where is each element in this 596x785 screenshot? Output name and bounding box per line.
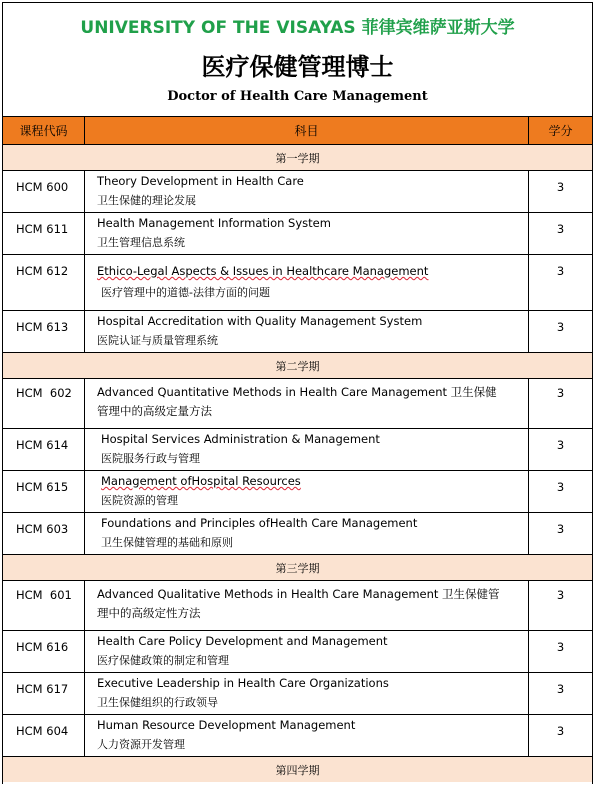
subject-chinese: 医疗保健政策的制定和管理 bbox=[97, 654, 229, 667]
course-code: HCM 614 bbox=[3, 429, 85, 470]
subject-english: Hospital Accreditation with Quality Management System bbox=[97, 314, 423, 328]
course-credits: 3 bbox=[556, 438, 565, 452]
course-code: HCM 611 bbox=[3, 213, 85, 254]
subject-chinese: 人力资源开发管理 bbox=[97, 738, 185, 751]
course-subject bbox=[85, 513, 529, 554]
semester-row-3: 第三学期 bbox=[3, 555, 592, 581]
course-code: HCM 616 bbox=[3, 631, 85, 672]
semester-row-1: 第一学期 bbox=[3, 145, 592, 171]
table-row bbox=[3, 471, 592, 513]
table-row bbox=[3, 379, 592, 429]
course-subject bbox=[85, 715, 529, 756]
course-code: HCM 612 bbox=[3, 255, 85, 310]
course-code: HCM 615 bbox=[3, 471, 85, 512]
subject-chinese: 医疗管理中的道德-法律方面的问题 bbox=[101, 286, 270, 299]
subject-english: Hospital Services Administration & Management bbox=[101, 432, 380, 446]
table-row bbox=[3, 513, 592, 555]
course-code: HCM 617 bbox=[3, 673, 85, 714]
subject-english: Health Management Information System bbox=[97, 216, 331, 230]
course-subject bbox=[85, 631, 529, 672]
semester-row-2: 第二学期 bbox=[3, 353, 592, 379]
course-subject bbox=[85, 311, 529, 352]
table-row bbox=[3, 255, 592, 311]
document-page bbox=[2, 2, 593, 784]
course-code: HCM 601 bbox=[3, 581, 85, 630]
course-credits: 3 bbox=[556, 222, 565, 236]
course-subject bbox=[85, 429, 529, 470]
course-code: HCM 600 bbox=[3, 171, 85, 212]
subject-chinese: 卫生管理信息系统 bbox=[97, 236, 185, 249]
table-row bbox=[3, 311, 592, 353]
university-name: UNIVERSITY OF THE VISAYAS 菲律宾维萨亚斯大学 bbox=[80, 18, 515, 38]
table-row bbox=[3, 429, 592, 471]
course-subject bbox=[85, 581, 529, 630]
subject-english bbox=[101, 472, 522, 491]
subject-english bbox=[97, 262, 522, 281]
table-row bbox=[3, 715, 592, 757]
table-row bbox=[3, 171, 592, 213]
course-subject bbox=[85, 673, 529, 714]
semester-row-4: 第四学期 bbox=[3, 757, 592, 782]
course-subject bbox=[85, 379, 529, 428]
subject-english: Advanced Qualitative Methods in Health Care Management 卫生保健管理中的高级定性方法 bbox=[97, 587, 500, 620]
subject-english: Advanced Quantitative Methods in Health Care Management 卫生保健管理中的高级定量方法 bbox=[97, 385, 497, 418]
subject-chinese: 医院资源的管理 bbox=[101, 494, 178, 507]
course-credits: 3 bbox=[556, 386, 565, 400]
column-header-subject: 科目 bbox=[85, 117, 529, 144]
course-credits: 3 bbox=[556, 588, 565, 602]
table-row bbox=[3, 213, 592, 255]
subject-english: Foundations and Principles ofHealth Care Management bbox=[101, 516, 418, 530]
course-credits: 3 bbox=[556, 522, 565, 536]
program-title-english: Doctor of Health Care Management bbox=[167, 89, 428, 104]
course-subject bbox=[85, 255, 529, 310]
subject-english: Theory Development in Health Care bbox=[97, 174, 304, 188]
course-subject bbox=[85, 171, 529, 212]
subject-chinese: 医院认证与质量管理系统 bbox=[97, 334, 218, 347]
course-credits: 3 bbox=[556, 724, 565, 738]
subject-chinese: 卫生保健的理论发展 bbox=[97, 194, 196, 207]
course-subject bbox=[85, 213, 529, 254]
subject-english: Executive Leadership in Health Care Organizations bbox=[97, 676, 389, 690]
table-header-row bbox=[3, 117, 592, 145]
column-header-credits: 学分 bbox=[548, 124, 573, 138]
course-credits: 3 bbox=[556, 320, 565, 334]
course-code: HCM 604 bbox=[3, 715, 85, 756]
course-credits: 3 bbox=[556, 682, 565, 696]
subject-chinese: 卫生保健管理的基础和原则 bbox=[101, 536, 233, 549]
column-header-code: 课程代码 bbox=[3, 117, 85, 144]
course-credits: 3 bbox=[556, 264, 565, 278]
course-credits: 3 bbox=[556, 480, 565, 494]
table-row bbox=[3, 581, 592, 631]
course-credits: 3 bbox=[556, 640, 565, 654]
subject-english: Human Resource Development Management bbox=[97, 718, 356, 732]
course-code: HCM 613 bbox=[3, 311, 85, 352]
subject-chinese: 医院服务行政与管理 bbox=[101, 452, 200, 465]
course-credits: 3 bbox=[556, 180, 565, 194]
course-code: HCM 602 bbox=[3, 379, 85, 428]
program-title-chinese: 医疗保健管理博士 bbox=[201, 53, 394, 81]
course-code: HCM 603 bbox=[3, 513, 85, 554]
table-row bbox=[3, 673, 592, 715]
spellcheck-underline: Ethico-Legal Aspects & Issues in Healthcare Management bbox=[97, 264, 429, 278]
spellcheck-underline: Management ofHospital Resources bbox=[101, 474, 301, 488]
curriculum-table bbox=[3, 116, 592, 782]
subject-english: Health Care Policy Development and Management bbox=[97, 634, 388, 648]
subject-chinese: 卫生保健组织的行政领导 bbox=[97, 696, 218, 709]
course-subject bbox=[85, 471, 529, 512]
table-row bbox=[3, 631, 592, 673]
